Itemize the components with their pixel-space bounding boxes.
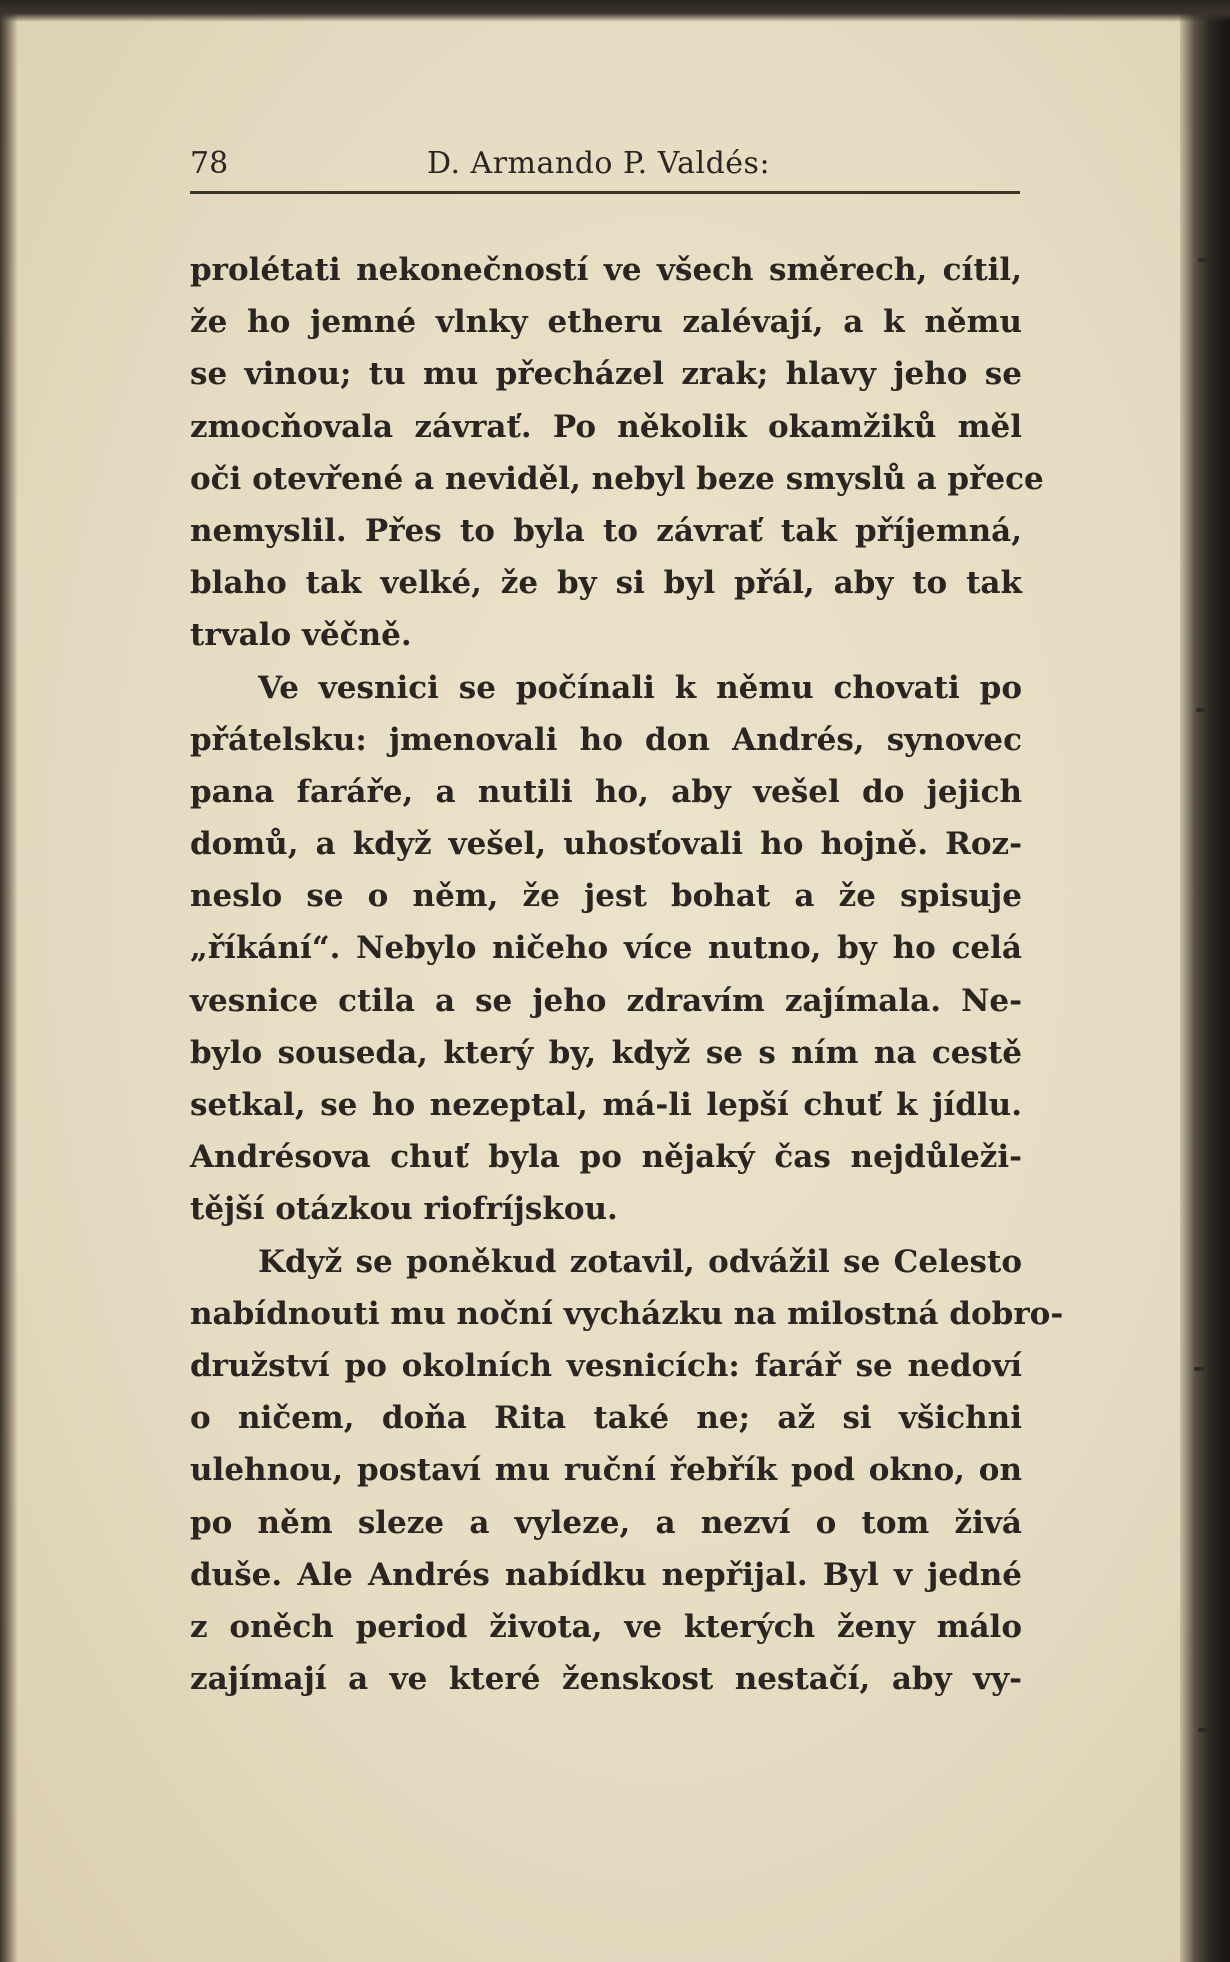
text-line: ulehnou, postaví mu ruční řebřík pod okno, on xyxy=(190,1452,1022,1489)
text-line: se vinou; tu mu přecházel zrak; hlavy jeho se xyxy=(190,356,1022,393)
text-line: zajímají a ve které ženskost nestačí, aby vy- xyxy=(190,1661,1022,1698)
page-top-edge xyxy=(0,0,1230,22)
text-line: o ničem, doňa Rita také ne; až si všichni xyxy=(190,1400,1022,1437)
text-line: Andrésova chuť byla po nějaký čas nejdůleži- xyxy=(190,1139,1022,1176)
header-rule xyxy=(190,191,1020,194)
book-spine-shadow xyxy=(1180,0,1230,1962)
text-line: setkal, se ho nezeptal, má-li lepší chuť k jídlu. xyxy=(190,1087,1022,1123)
body-text xyxy=(190,244,1064,1705)
text-line: neslo se o něm, že jest bohat a že spisuje xyxy=(190,878,1022,915)
text-line: bylo souseda, který by, když se s ním na cestě xyxy=(190,1034,1022,1071)
text-line: Ve vesnici se počínali k němu chovati po xyxy=(258,669,1022,706)
text-line: vesnice ctila a se jeho zdravím zajímala. Ne- xyxy=(190,982,1022,1019)
spine-mark xyxy=(1198,258,1208,262)
text-line: duše. Ale Andrés nabídku nepřijal. Byl v jedné xyxy=(190,1556,1022,1593)
text-line: zmocňovala závrať. Po několik okamžiků měl xyxy=(190,408,1022,445)
text-line: nabídnouti mu noční vycházku na milostná dobro- xyxy=(190,1295,1064,1332)
running-title: D. Armando P. Valdés: xyxy=(427,146,771,181)
text-line: Když se poněkud zotavil, odvážil se Celesto xyxy=(258,1243,1022,1280)
text-line: z oněch period života, ve kterých ženy málo xyxy=(190,1608,1022,1645)
text-line: prolétati nekonečností ve všech směrech, cítil, xyxy=(190,252,1022,288)
text-line: blaho tak velké, že by si byl přál, aby to tak xyxy=(190,565,1022,602)
text-line: pana faráře, a nutili ho, aby vešel do jejich xyxy=(190,773,1022,810)
page-number: 78 xyxy=(190,146,229,181)
text-line: po něm sleze a vyleze, a nezví o tom živá xyxy=(190,1504,1022,1541)
text-line: družství po okolních vesnicích: farář se nedoví xyxy=(190,1347,1022,1384)
text-line: tější otázkou riofríjskou. xyxy=(190,1191,618,1228)
page-left-edge xyxy=(0,0,18,1962)
spine-mark xyxy=(1198,1728,1208,1732)
spine-mark xyxy=(1196,708,1206,712)
text-line: přátelsku: jmenovali ho don Andrés, synovec xyxy=(190,721,1022,758)
text-line: trvalo věčně. xyxy=(190,617,412,654)
text-line: že ho jemné vlnky etheru zalévají, a k němu xyxy=(190,304,1022,341)
spine-mark xyxy=(1194,1367,1204,1371)
text-line: oči otevřené a neviděl, nebyl beze smyslů a přece xyxy=(190,460,1044,497)
running-head xyxy=(190,140,1020,188)
text-line: „říkání“. Nebylo ničeho více nutno, by ho celá xyxy=(190,930,1022,967)
text-line: nemyslil. Přes to byla to závrať tak příjemná, xyxy=(190,512,1022,549)
text-line: domů, a když vešel, uhosťovali ho hojně. Roz- xyxy=(190,826,1022,863)
